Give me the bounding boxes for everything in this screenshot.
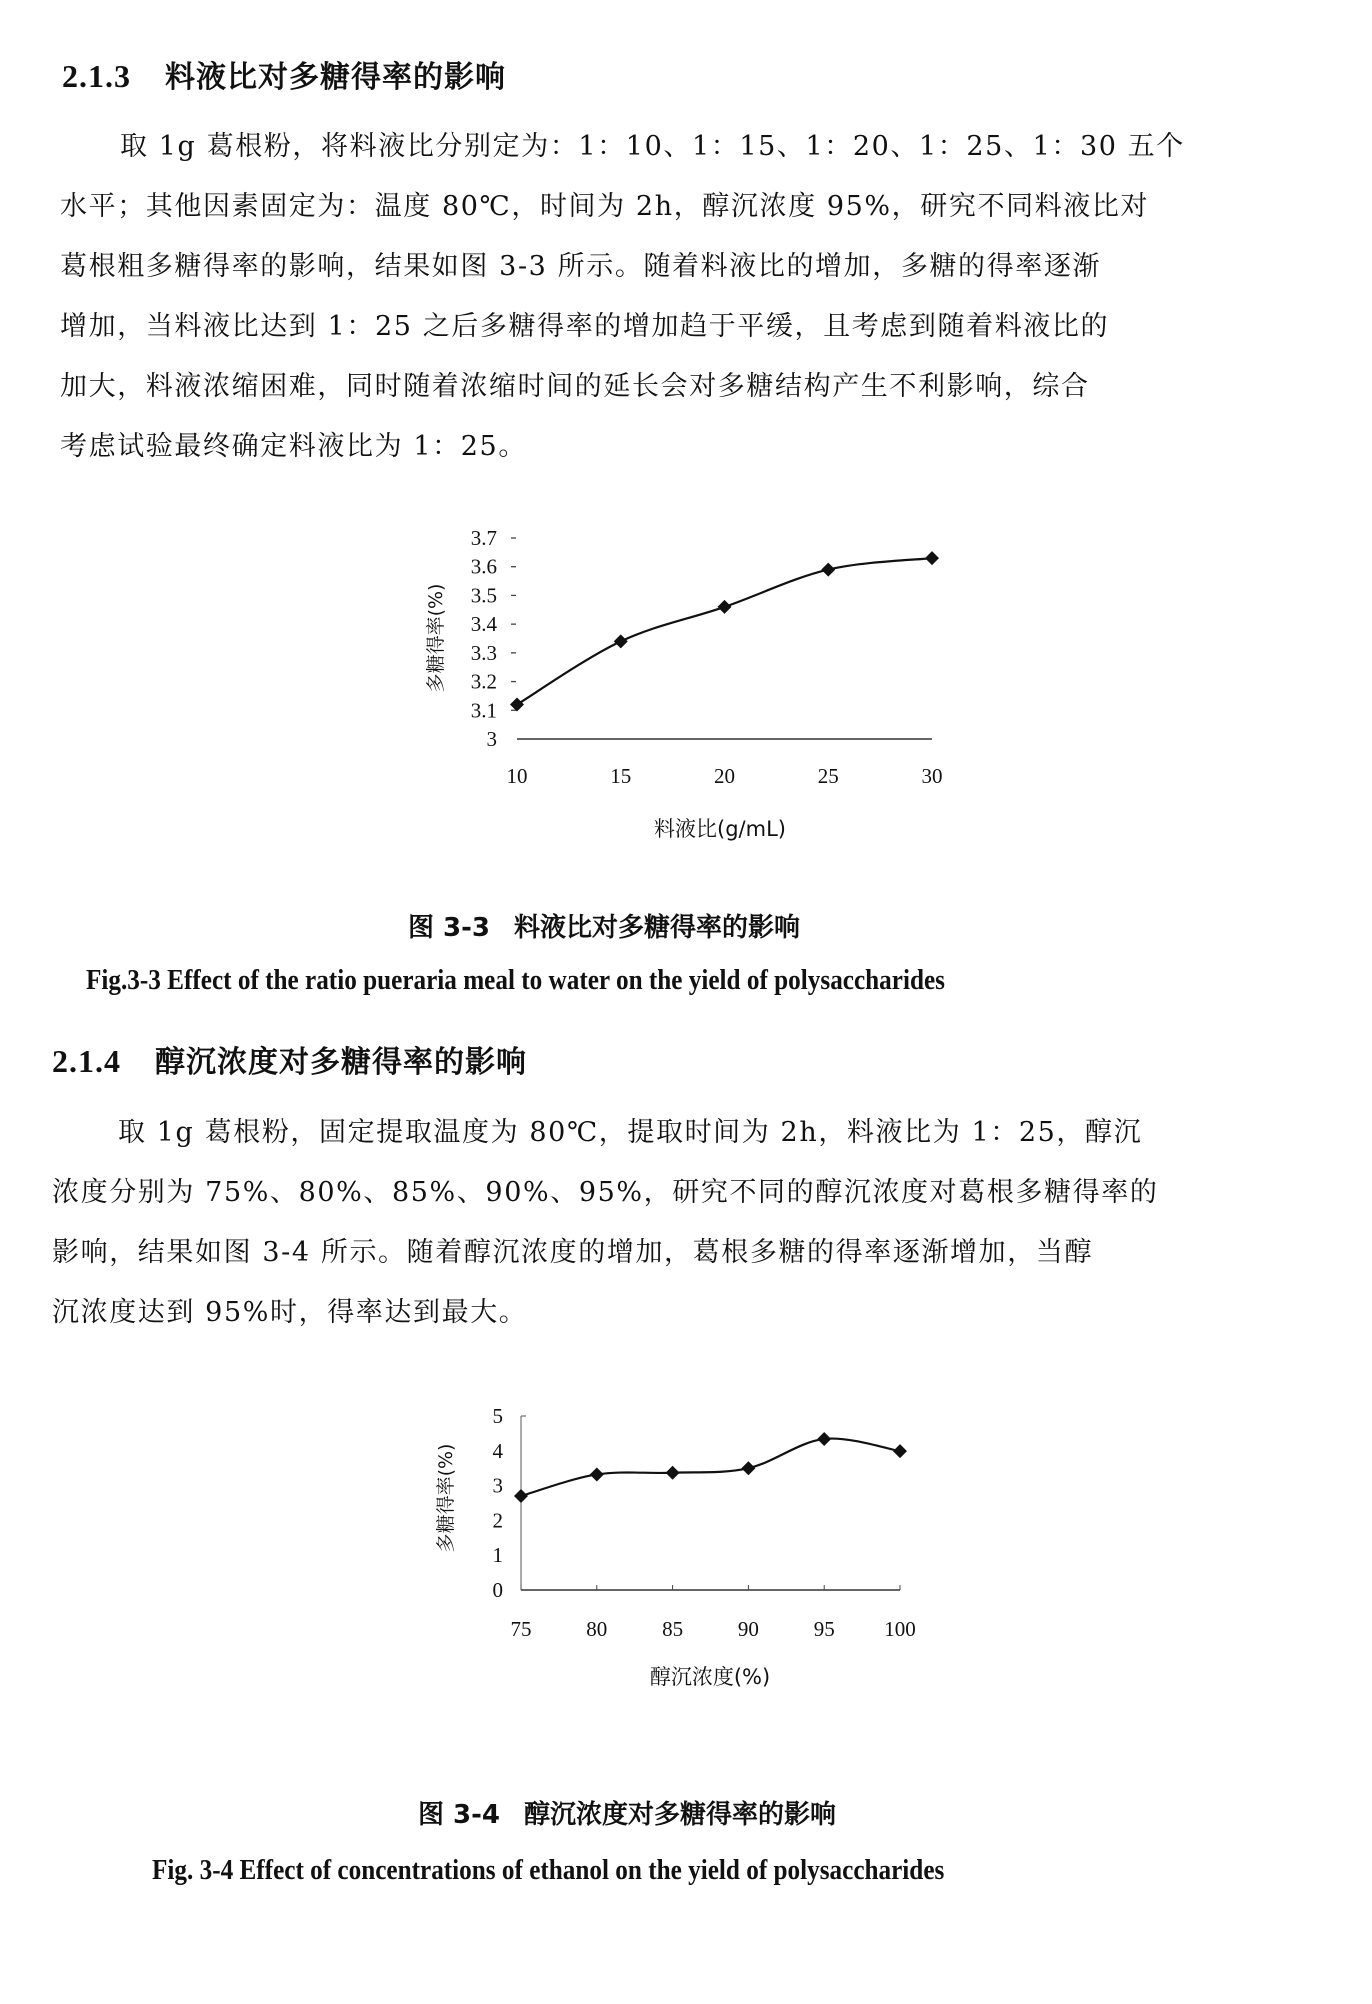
x-tick-label: 95 <box>813 1617 835 1641</box>
y-tick-label: 4 <box>492 1438 503 1463</box>
figure-caption-en-3-4: Fig. 3-4 Effect of concentrations of ethanol on the yield of polysaccharides <box>152 1855 945 1886</box>
y-tick-label: 3.3 <box>470 640 497 665</box>
data-point-marker <box>893 1444 907 1458</box>
series-line <box>521 1439 900 1496</box>
section-title: 料液比对多糖得率的影响 <box>165 60 506 95</box>
x-tick-label: 75 <box>510 1617 532 1641</box>
figure-label: 图 3-4 <box>418 1800 501 1830</box>
figure-title: 醇沉浓度对多糖得率的影响 <box>524 1800 837 1830</box>
paragraph-line: 葛根粗多糖得率的影响，结果如图 3-3 所示。随着料液比的增加，多糖的得率逐渐 <box>60 251 1102 282</box>
y-axis-label: 多糖得率(%) <box>435 1443 457 1553</box>
data-point-marker <box>514 1489 528 1503</box>
section-title: 醇沉浓度对多糖得率的影响 <box>155 1045 527 1080</box>
section-number: 2.1.4 <box>52 1043 121 1079</box>
data-point-marker <box>817 1432 831 1446</box>
x-tick-label: 85 <box>662 1617 684 1641</box>
y-tick-label: 3 <box>486 727 497 751</box>
section-number: 2.1.3 <box>62 58 131 94</box>
paragraph-line: 取 1g 葛根粉，将料液比分别定为：1：10、1：15、1：20、1：25、1：30 五个 <box>120 131 1185 162</box>
paragraph-line: 影响，结果如图 3-4 所示。随着醇沉浓度的增加，葛根多糖的得率逐渐增加，当醇 <box>52 1237 1094 1268</box>
x-tick-label: 90 <box>737 1617 759 1641</box>
y-tick-label: 3.1 <box>470 698 497 723</box>
y-axis-label: 多糖得率(%) <box>425 583 447 693</box>
y-tick-label: 3.2 <box>470 669 497 694</box>
paragraph-line: 浓度分别为 75%、80%、85%、90%、95%，研究不同的醇沉浓度对葛根多糖得率的 <box>52 1177 1159 1208</box>
data-point-marker <box>590 1467 604 1481</box>
figure-caption-cn-3-4 <box>418 1794 836 1831</box>
x-tick-label: 10 <box>506 764 528 788</box>
paragraph-line: 考虑试验最终确定料液比为 1：25。 <box>60 431 527 462</box>
y-tick-label: 5 <box>492 1404 503 1428</box>
y-tick-label: 2 <box>492 1508 503 1533</box>
y-tick-label: 3.7 <box>470 526 497 550</box>
figure-title: 料液比对多糖得率的影响 <box>514 913 801 943</box>
x-tick-label: 25 <box>817 764 839 788</box>
x-tick-label: 30 <box>921 764 943 788</box>
y-tick-label: 3 <box>492 1473 503 1498</box>
x-axis-label: 醇沉浓度(%) <box>649 1665 771 1689</box>
y-tick-label: 3.5 <box>470 583 497 608</box>
x-tick-label: 15 <box>610 764 632 788</box>
y-tick-label: 1 <box>492 1543 503 1568</box>
y-tick-label: 3.4 <box>470 612 497 637</box>
figure-label: 图 3-3 <box>408 913 491 943</box>
y-tick-label: 3.6 <box>470 554 497 579</box>
paragraph-line: 加大，料液浓缩困难，同时随着浓缩时间的延长会对多糖结构产生不利影响，综合 <box>60 371 1090 402</box>
x-tick-label: 80 <box>586 1617 608 1641</box>
paragraph-line: 取 1g 葛根粉，固定提取温度为 80℃，提取时间为 2h，料液比为 1：25，醇沉 <box>118 1117 1143 1148</box>
figure-caption-en-3-3: Fig.3-3 Effect of the ratio pueraria meal to water on the yield of polysaccharides <box>86 965 945 996</box>
y-tick-label: 0 <box>492 1578 503 1602</box>
x-axis-label: 料液比(g/mL) <box>654 817 786 841</box>
x-tick-label: 100 <box>884 1617 916 1641</box>
paragraph-line: 增加，当料液比达到 1：25 之后多糖得率的增加趋于平缓，且考虑到随着料液比的 <box>60 311 1110 342</box>
paragraph-line: 沉浓度达到 95%时，得率达到最大。 <box>52 1297 528 1328</box>
data-point-marker <box>741 1461 755 1475</box>
data-point-marker <box>666 1466 680 1480</box>
x-tick-label: 20 <box>714 764 735 788</box>
paragraph-line: 水平；其他因素固定为：温度 80℃，时间为 2h，醇沉浓度 95%，研究不同料液比对 <box>60 191 1150 222</box>
